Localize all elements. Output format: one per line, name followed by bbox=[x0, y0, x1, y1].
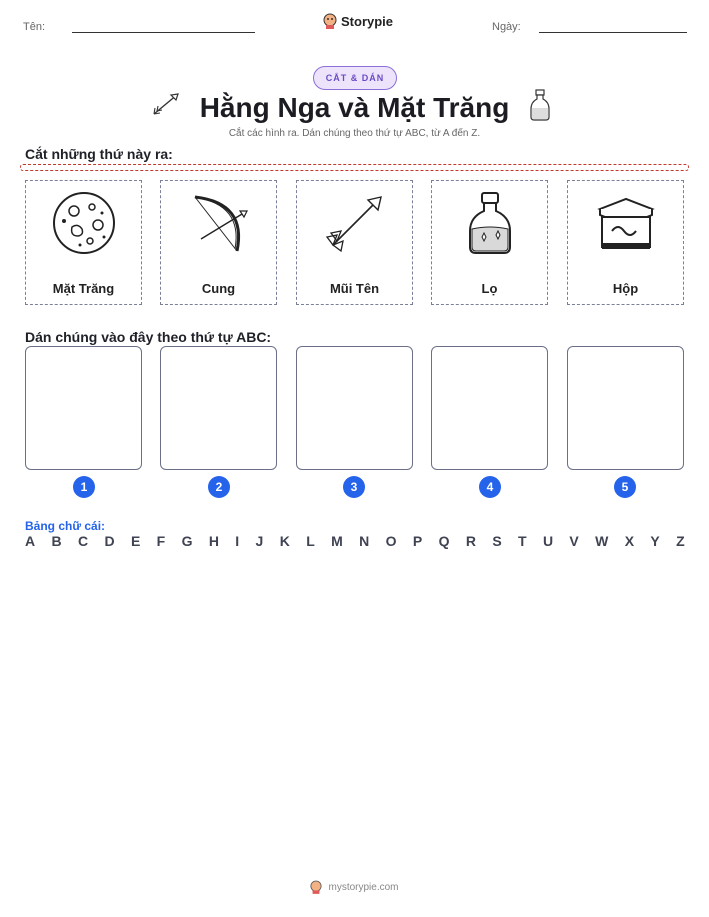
letter: U bbox=[542, 533, 554, 549]
letter: N bbox=[359, 533, 370, 549]
cut-card-arrow[interactable] bbox=[296, 180, 413, 305]
slot-number: 2 bbox=[208, 476, 230, 498]
brand-name: Storypie bbox=[341, 13, 394, 29]
letter: O bbox=[385, 533, 397, 549]
letter: K bbox=[279, 533, 290, 549]
name-label: Tên: bbox=[23, 21, 46, 33]
category-badge: CẮT & DÁN bbox=[313, 66, 397, 90]
cut-card-moon[interactable] bbox=[25, 180, 142, 305]
potion-bottle-icon bbox=[528, 88, 552, 122]
letter: D bbox=[104, 533, 115, 549]
card-label: Mũi Tên bbox=[329, 281, 380, 296]
instructions: Cắt các hình ra. Dán chúng theo thứ tự ABC, từ A đến Z. bbox=[228, 128, 481, 139]
card-label: Cung bbox=[201, 281, 236, 296]
letter: T bbox=[518, 533, 527, 549]
card-label: Mặt Trăng bbox=[52, 281, 115, 296]
cut-card-box[interactable] bbox=[567, 180, 684, 305]
moon-icon bbox=[52, 191, 116, 255]
letter: S bbox=[492, 533, 502, 549]
storypie-mascot-icon bbox=[323, 13, 337, 29]
letter: C bbox=[77, 533, 89, 549]
cut-line bbox=[20, 164, 689, 171]
arrow-icon bbox=[323, 191, 387, 255]
cut-heading: Cắt những thứ này ra: bbox=[25, 146, 173, 162]
name-field[interactable] bbox=[72, 32, 255, 33]
letter: P bbox=[412, 533, 423, 549]
slot-number: 4 bbox=[479, 476, 501, 498]
alphabet-row bbox=[25, 533, 685, 549]
paste-slot-4[interactable] bbox=[431, 346, 548, 470]
letter: B bbox=[51, 533, 62, 549]
letter: M bbox=[331, 533, 343, 549]
letter: A bbox=[25, 533, 36, 549]
letter: X bbox=[624, 533, 635, 549]
potion-bottle-icon bbox=[458, 191, 522, 255]
date-field[interactable] bbox=[539, 32, 687, 33]
letter: J bbox=[255, 533, 264, 549]
slot-number: 3 bbox=[343, 476, 365, 498]
letter: R bbox=[465, 533, 476, 549]
date-label: Ngày: bbox=[492, 21, 521, 33]
letter: Y bbox=[650, 533, 660, 549]
brand-logo bbox=[323, 13, 393, 29]
letter: H bbox=[208, 533, 219, 549]
footer-site[interactable]: mystorypie.com bbox=[328, 881, 399, 893]
letter: I bbox=[235, 533, 240, 549]
card-label: Hộp bbox=[612, 281, 639, 296]
storypie-mascot-icon bbox=[310, 880, 322, 894]
bow-icon bbox=[187, 191, 251, 255]
alphabet-label: Bảng chữ cái: bbox=[25, 519, 106, 533]
cut-card-bow[interactable] bbox=[160, 180, 277, 305]
letter: G bbox=[181, 533, 193, 549]
letter: Q bbox=[438, 533, 450, 549]
letter: F bbox=[156, 533, 166, 549]
paste-slot-3[interactable] bbox=[296, 346, 413, 470]
paste-slot-2[interactable] bbox=[160, 346, 277, 470]
footer bbox=[0, 880, 709, 894]
letter: L bbox=[306, 533, 315, 549]
letter: W bbox=[595, 533, 609, 549]
paste-heading: Dán chúng vào đây theo thứ tự ABC: bbox=[25, 329, 272, 345]
card-label: Lọ bbox=[481, 281, 498, 296]
letter: E bbox=[130, 533, 141, 549]
paste-slot-1[interactable] bbox=[25, 346, 142, 470]
slot-number: 1 bbox=[73, 476, 95, 498]
letter: Z bbox=[676, 533, 685, 549]
page-title: Hằng Nga và Mặt Trăng bbox=[199, 92, 510, 123]
cut-card-bottle[interactable] bbox=[431, 180, 548, 305]
letter: V bbox=[569, 533, 579, 549]
paste-slot-5[interactable] bbox=[567, 346, 684, 470]
box-icon bbox=[594, 191, 658, 255]
slot-number: 5 bbox=[614, 476, 636, 498]
